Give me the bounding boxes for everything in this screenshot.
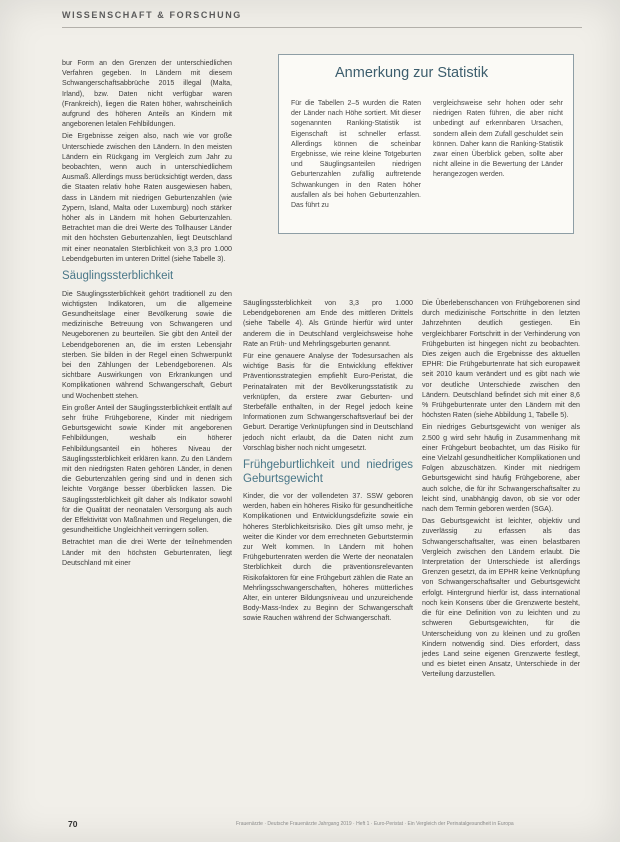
footer-citation: Frauenärzte · Deutsche Frauenärzte Jahrgang 2019 · Heft 1 · Euro-Peristat · Ein Vergleich der Perinatalgesundheit in Europa [236,821,514,827]
section-heading-saeuglingssterblichkeit: Säuglingssterblichkeit [62,270,174,283]
paragraph: Ein großer Anteil der Säuglingssterblichkeit entfällt auf sehr frühe Frühgeborene, Kinder mit niedrigem Geburtsgewicht sowie Kinder mit angeborenen Fehlbildungen, weshalb ein höherer Fehlbildungsanteil ein höheres Niveau der Säuglingssterblichkeit erklären kann. Zu den Ländern mit den niedrigsten Raten gehören Länder, in denen die Geburtenzahlen gering sind und in denen sich leichte Vorgänge besser überblicken lassen. Die Säuglingssterblichkeit gilt daher als Indikator sowohl für die Qualität der neonatalen Versorgung als auch der Effektivität von Maßnahmen und Regelungen, die gesundheitliche Ungleichheit verringern sollen. [62,403,232,535]
section-heading-fruehgeburtlichkeit: Frühgeburtlichkeit und niedriges Geburtsgewicht [243,459,413,485]
box-title: Anmerkung zur Statistik [335,65,489,81]
paragraph: Die Ergebnisse zeigen also, nach wie vor große Unterschiede zwischen den Ländern. In den meisten Ländern ein Rückgang im Vergleich zum Jahr zu beobachten, wenn auch in unterschiedlichem Ausmaß. Allerdings muss berücksichtigt werden, dass die Staaten relativ hohe Raten ausgewiesen haben, dass in Ländern mit niedrigen Geburtenzahlen (wie Zypern, Island, Malta oder Luxemburg) noch stärker höher als in Ländern mit hohen Geburtenzahlen. Betrachtet man die drei Werte des Tollhauser Länder mit den höchsten Geburtenzahlen, liegt Deutschland mit einer neonatalen Sterblichkeit von 3,3 pro 1.000 Lebendgeburten im unteren Drittel (siehe Tabelle 3). [62,132,232,263]
box-column-2: vergleichsweise sehr hohen oder sehr niedrigen Raten führen, die aber nicht unbedingt auf erkennbaren Ursachen, sondern allein dem Zufall geschuldet sein können. Daher kann die Ranking-Statistik zwar einen Überblick geben, sollte aber nicht alleine in die Bewertung der Länder herangezogen werden. [433,100,563,179]
paragraph: Ein niedriges Geburtsgewicht von weniger als 2.500 g wird sehr häufig in Zusammenhang mit einer Frühgeburt beobachtet, um das Risiko für eine Vielzahl gesundheitlicher Komplikationen und Folgen abzuschätzen. Kinder mit niedrigem Geburtsgewicht sind häufig Frühgeborene, aber auch solche, die für ihr Schwangerschaftsalter zu leicht sind, unabhängig davon, ob sie vor oder nach dem Termin geboren werden (SGA). [422,423,581,514]
paragraph: Kinder, die vor der vollendeten 37. SSW geboren werden, haben ein höheres Risiko für gesundheitliche Komplikationen und Entwicklungsdefizite sowie ein höheres Sterblichkeitsrisiko. Dies gilt umso mehr, je weiter die Kinder vor dem errechneten Geburtstermin zur Welt kommen. In Ländern mit hohen Frühgeburtenraten werden die Werte der neonatalen Sterblichkeit durch die präventionsrelevanten Risikofaktoren für eine Frühgeburt zählen die Rate an Mehrlingsschwangerschaften, höheres mütterliches Alter, ein unterer Bildungsniveau und unzureichende Body-Mass-Index zu Beginn der Schwangerschaft sowie Rauchen während der Schwangerschaft. [243,492,413,623]
paragraph: Die Säuglingssterblichkeit gehört traditionell zu den wichtigsten Indikatoren, um die allgemeine Gesundheitslage einer Bevölkerung sowie die medizinische Betreuung von Schwangeren und Neugeborenen zu beurteilen. Sie gibt den Anteil der Lebendgeborenen an, die im ersten Lebensjahr sterben. Sie bilden in der Regel einen Schwerpunkt bei den Zählungen der Lebendgeborenen. Als sichtbare Auswirkungen von Erkrankungen und Komplikationen während Schwangerschaft, Geburt und Wochenbett stehen. [62,289,232,400]
column-3 [422,298,580,682]
header-rule [62,27,582,28]
paragraph: Säuglingssterblichkeit von 3,3 pro 1.000 Lebendgeborenen am Ende des mittleren Drittels (siehe Tabelle 4). Als Gründe hierfür wird unter anderem die in Deutschland vergleichsweise hohe Rate an Früh- und Mehrlingsgeburten genannt. [243,299,413,348]
paragraph: Für eine genauere Analyse der Todesursachen als wichtige Basis für die Entwicklung effektiver Präventionsstrategien empfiehlt Euro-Peristat, die Perinatalraten mit der Bevölkerungsstatistik zu verknüpfen, da erstere zwar Geburten- und Sterbefälle enthalten, in der Regel jedoch keine Informationen zum Schwangerschaftsverlauf bei der Geburt. Derartige Verknüpfungen sind in Deutschland jedoch nicht erlaubt, da die Daten nicht zum Vorschlag bisher noch nicht umgesetzt. [243,352,413,452]
paragraph: bur Form an den Grenzen der unterschiedlichen Verfahren gegeben. In Ländern mit diesem Schwangerschaftsabbrüche 2015 illegal (Malta, Irland), bzw. Daten nicht verfügbar waren (Frankreich), liegen die Raten höher, wahrscheinlich aufgrund des höheren Anteils an Kindern mit angeborenen letalen Fehlbildungen. [62,59,232,129]
column-2 [243,298,413,626]
paragraph: Betrachtet man die drei Werte der teilnehmenden Länder mit den höchsten Geburtenraten, liegt Deutschland mit einer [62,538,232,567]
statistics-note-box [278,54,574,234]
column-1 [62,58,232,570]
running-header: WISSENSCHAFT & FORSCHUNG [62,10,242,20]
paragraph: Das Geburtsgewicht ist leichter, objektiv und zuverlässig zu erfassen als das Schwangerschaftsalter, was einen belastbaren Vergleich zwischen den Ländern erlaubt. Die Interpretation der Unterschiede ist allerdings Grenzen gesetzt, da im EPHR keine Verknüpfung von Schwangerschaftsalter und Geburtsgewicht erfolgt. Hintergrund hierfür ist, dass international noch kein Konsens über die Grenzwerte besteht, die für eine Definition von zu leichten und zu schweren Geburtsgewichten, für die Unterscheidung von zu kleinen und zu großen Kindern notwendig sind. Dies erfordert, dass jedes Land seine eigenen Grenzwerte festlegt, und es bietet einen Ansatz, Unterschiede in der Verteilung darzustellen. [422,517,580,679]
page-number: 70 [68,819,78,829]
paragraph: Die Überlebenschancen von Frühgeborenen sind durch medizinische Fortschritte in den letzten Jahrzehnten deutlich gestiegen. Ein vergleichbarer Fortschritt in der Verhinderung von Frühgeburten ist hingegen nicht zu beobachten. Dies zeigen auch die Ergebnisse des aktuellen EPHR: Die Frühgeburtenrate hat sich europaweit seit 2010 kaum verändert und es gibt nach wie vor deutliche Unterschiede zwischen den Ländern. Deutschland befindet sich mit einer 8,6 % Frühgeburtenrate unter den Ländern mit den höchsten Raten (siehe Abbildung 1, Tabelle 5). [422,299,580,420]
box-column-1: Für die Tabellen 2–5 wurden die Raten der Länder nach Höhe sortiert. Mit dieser sogenannten Ranking-Statistik ist Eigenschaft ist schneller erfasst. Allerdings können die scheinbar Ergebnisse, wie reine kleine Totgeburten und Säuglingsanteilen niedrigen Geburtenzahlen zufällig auftretende Schwankungen in den Raten höher ausfallen als bei hohen Geburtenzahlen. Das führt zu [291,100,421,210]
